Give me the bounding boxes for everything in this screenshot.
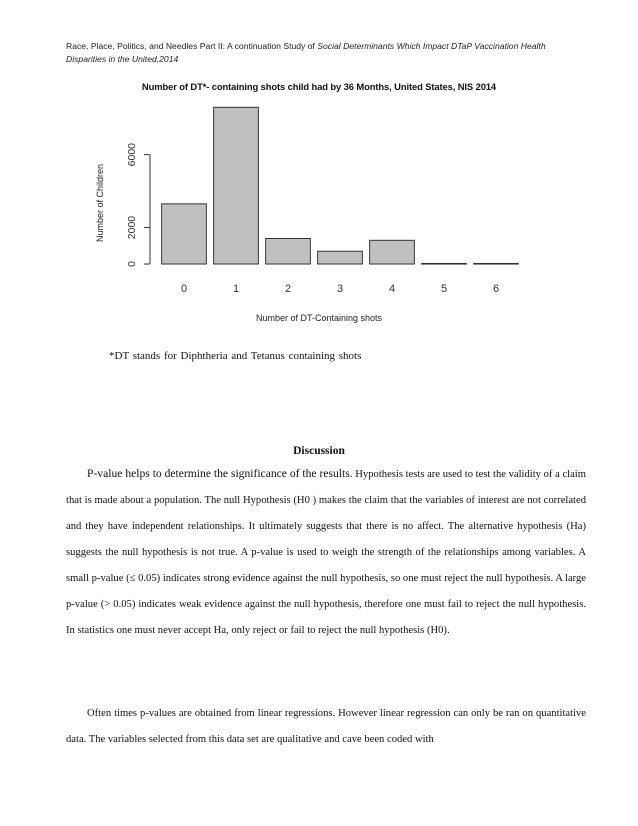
x-tick-label: 4 bbox=[388, 283, 396, 295]
x-tick-label: 6 bbox=[492, 283, 500, 295]
paragraph-1-body: Hypothesis tests are used to test the validity of a claim that is made about a population. The null Hypothesis (H0 ) makes the claim that the variables of interest are not correlated and they have independent relationships. It ultimately suggests that there is no affect. The alternative hypothesis (Ha) suggests the null hypothesis is not true. A p-value is used to weigh the strength of the relationships among variables. A small p-value (≤ 0.05) indicates strong evidence against the null hypothesis, so one must reject the null hypothesis. A large p-value (> 0.05) indicates weak evidence against the null hypothesis, therefore one must fail to reject the null hypothesis. In statistics one must never accept Ha, only reject or fail to reject the null hypothesis (H0). bbox=[66, 469, 586, 636]
paragraph-1-lead: P-value helps to determine the significance of the results. bbox=[87, 467, 353, 480]
running-head-italic: Social Determinants Which Impact DTaP Vaccination Health Disparities in the United,2014 bbox=[66, 41, 546, 64]
bar-3 bbox=[318, 251, 363, 264]
paragraph-2: Often times p-values are obtained from linear regressions. However linear regression can only be ran on quantitative data. The variables selected from this data set are qualitative and cave been coded with bbox=[66, 708, 586, 745]
bar-0 bbox=[162, 204, 207, 264]
x-tick-label: 3 bbox=[336, 283, 344, 295]
y-tick-label: 6000 bbox=[126, 142, 138, 167]
section-heading: Discussion bbox=[293, 445, 345, 457]
x-tick-label: 2 bbox=[284, 283, 292, 295]
x-tick-label: 0 bbox=[180, 283, 188, 295]
paragraph-1 bbox=[66, 461, 586, 644]
y-tick-label: 0 bbox=[126, 261, 138, 267]
bars bbox=[162, 107, 519, 264]
bar-5 bbox=[422, 263, 467, 264]
x-axis-label: Number of DT-Containing shots bbox=[255, 313, 383, 323]
bar-4 bbox=[370, 240, 415, 264]
chart-title: Number of DT*- containing shots child had by 36 Months, United States, NIS 2014 bbox=[141, 81, 497, 92]
x-tick-labels bbox=[181, 283, 499, 295]
bar-6 bbox=[474, 263, 519, 264]
bar-1 bbox=[214, 107, 259, 264]
y-axis-label: Number of Children bbox=[95, 163, 105, 243]
x-tick-label: 5 bbox=[440, 283, 448, 295]
bar-2 bbox=[266, 238, 311, 264]
y-tick-label: 2000 bbox=[126, 215, 138, 240]
x-tick-label: 1 bbox=[232, 283, 240, 295]
y-axis bbox=[126, 143, 150, 267]
running-head-prefix: Race, Place, Politics, and Needles Part II: A continuation Study of bbox=[66, 41, 318, 51]
figure-footnote: *DT stands for Diphtheria and Tetanus containing shots bbox=[109, 350, 362, 362]
bar-chart bbox=[0, 0, 638, 340]
